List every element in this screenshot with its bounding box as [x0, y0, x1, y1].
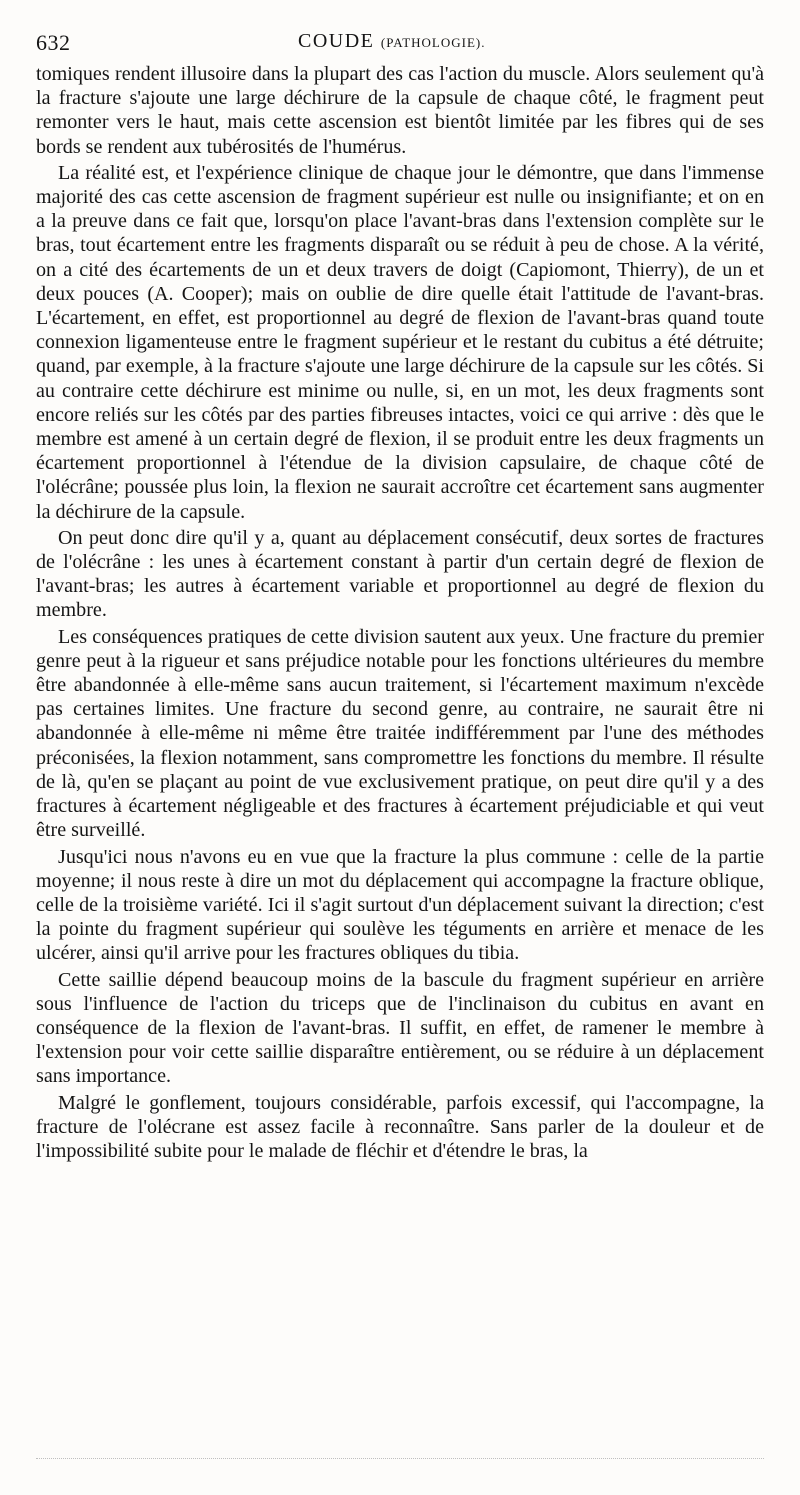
- paragraph: Jusqu'ici nous n'avons eu en vue que la fracture la plus commune : celle de la partie moyenne; il nous reste à dire un mot du déplacement qui accompagne la fracture oblique, celle de la troisième variété. Ici il s'agit surtout d'un déplacement suivant la direction; c'est la pointe du fragment supérieur qui soulève les téguments en arrière et menace de les ulcérer, ainsi qu'il arrive pour les fractures obliques du tibia.: [36, 845, 764, 965]
- paragraph: On peut donc dire qu'il y a, quant au déplacement consécutif, deux sortes de fractures de l'olécrâne : les unes à écartement constant à partir d'un certain degré de flexion de l'avant-bras; les autres à écartement variable et proportionnel au degré de flexion du membre.: [36, 526, 764, 622]
- paragraph-continued: tomiques rendent illusoire dans la plupart des cas l'action du muscle. Alors seulement qu'à la fracture s'ajoute une large déchirure de la capsule de chaque côté, le fragment peut remonter vers le haut, mais cette ascension est bientôt limitée par les fibres qui de ses bords se rendent aux tubérosités de l'humérus.: [36, 63, 764, 158]
- paragraph: Les conséquences pratiques de cette division sautent aux yeux. Une fracture du premier genre peut à la rigueur et sans préjudice notable pour les fonctions ultérieures du membre être abandonnée à elle-même sans aucun traitement, si l'écartement maximum n'excède pas certaines limites. Une fracture du second genre, au contraire, ne saurait être ni abandonnée à elle-même ni même être traitée indifféremment par l'une des méthodes préconisées, la flexion notamment, sans compromettre les fonctions du membre. Il résulte de là, qu'en se plaçant au point de vue exclusivement pratique, on peut dire qu'il y a des fractures à écartement négligeable et des fractures à écartement préjudiciable et qui veut être surveillé.: [36, 625, 764, 842]
- page-number: 632: [36, 30, 71, 55]
- running-title-main: COUDE: [298, 30, 375, 52]
- paragraph: Cette saillie dépend beaucoup moins de la bascule du fragment supérieur en arrière sous l'influence de l'action du triceps que de l'inclinaison du cubitus en avant en conséquence de la flexion de l'avant-bras. Il suffit, en effet, de ramener le membre à l'extension pour voir cette saillie disparaître entièrement, ou se réduire à un déplacement sans importance.: [36, 968, 764, 1088]
- page-header: [36, 30, 766, 60]
- running-title: [298, 30, 486, 53]
- paragraph: La réalité est, et l'expérience clinique de chaque jour le démontre, que dans l'immense majorité des cas cette ascension de fragment supérieur est nulle ou insignifiante; et on en a la preuve dans ce fait que, lorsqu'on place l'avant-bras dans l'extension complète sur le bras, tout écartement entre les fragments disparaît ou se réduit à peu de chose. A la vérité, on a cité des écartements de un et deux travers de doigt (Capiomont, Thierry), de un et deux pouces (A. Cooper); mais on oublie de dire quelle était l'attitude de l'avant-bras. L'écartement, en effet, est proportionnel au degré de flexion de l'avant-bras quand toute connexion ligamenteuse entre le fragment supérieur et le restant du cubitus a été détruite; quand, par exemple, à la fracture s'ajoute une large déchirure de la capsule sur les côtés. Si au contraire cette déchirure est minime ou nulle, si, en un mot, les deux fragments sont encore reliés sur les côtés par des parties fibreuses intactes, voici ce qui arrive : dès que le membre est amené à un certain degré de flexion, il se produit entre les deux fragments un écartement proportionnel à l'étendue de la division capsulaire, de chaque côté de l'olécrâne; poussée plus loin, la flexion ne saurait accroître cet écartement sans augmenter la déchirure de la capsule.: [36, 161, 764, 523]
- running-title-sub: (PATHOLOGIE).: [380, 35, 486, 50]
- paragraph: Malgré le gonflement, toujours considérable, parfois excessif, qui l'accompagne, la fracture de l'olécrane est assez facile à reconnaître. Sans parler de la douleur et de l'impossibilité subite pour le malade de fléchir et d'étendre le bras, la: [36, 1091, 764, 1162]
- body-text: [36, 62, 764, 1165]
- bottom-divider: [36, 1458, 764, 1459]
